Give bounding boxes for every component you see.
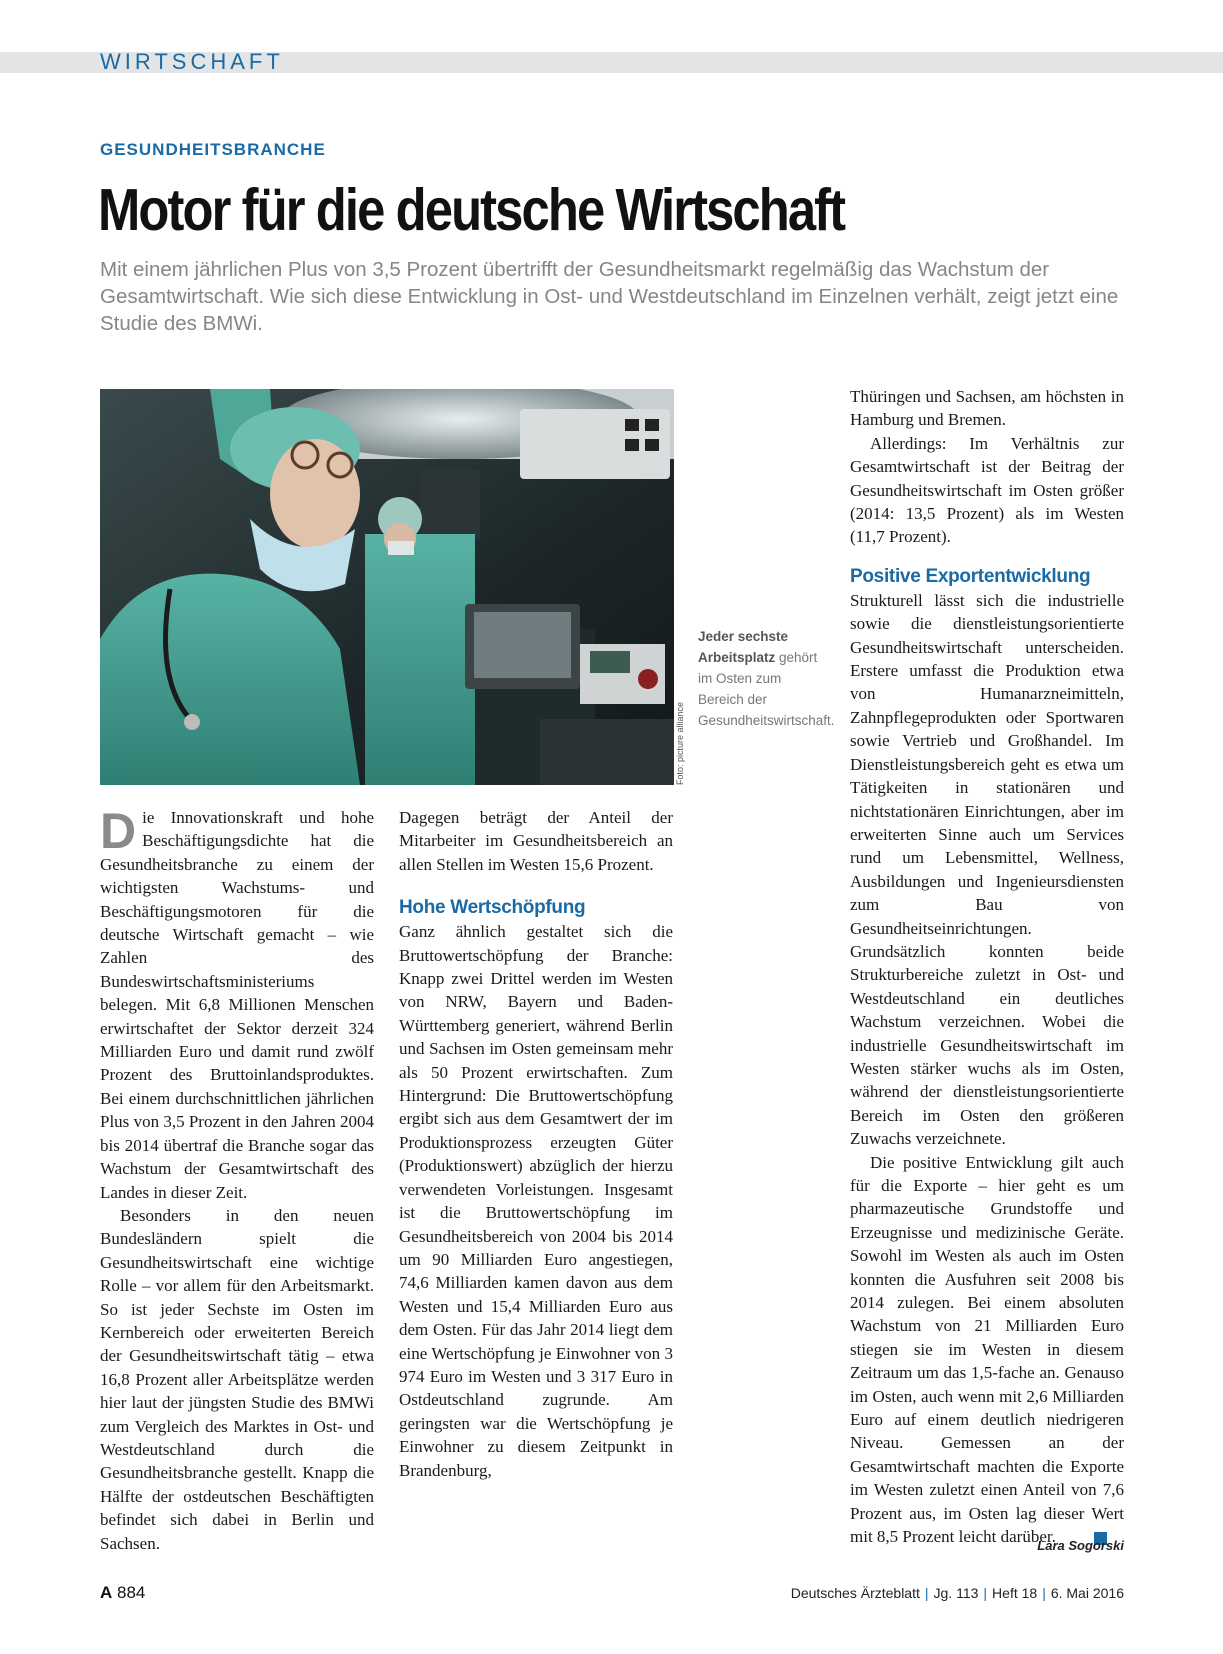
folio-number: 884	[117, 1583, 146, 1602]
body-paragraph: Besonders in den neuen Bundesländern spielt die Gesundheitswirtschaft eine wichtige Rolle – vor allem für den Arbeitsmarkt. So ist jeder Sechste im Osten im Kernbereich oder erweiterten Bereich der Gesundheitswirtschaft tätig – etwa 16,8 Prozent aller Arbeitsplätze werden hier laut der jüngsten Studie des BMWi zum Vergleich des Marktes in Ost- und Westdeutschland durch die Gesundheitsbranche gestellt. Knapp die Hälfte der ostdeutschen Beschäftigten befindet sich dabei in Berlin und Sachsen.	[100, 1205, 374, 1553]
body-paragraph	[850, 1151, 1124, 1549]
section-label: WIRTSCHAFT	[100, 49, 284, 74]
body-paragraph: Ganz ähnlich gestaltet sich die Bruttowertschöpfung der Branche: Knapp zwei Drittel werden im Westen von NRW, Bayern und Baden-Württemberg generiert, während Berlin und Sachsen im Osten gemeinsam mehr als 50 Prozent erwirtschaften. Zum Hintergrund: Die Bruttowertschöpfung ergibt sich aus dem Gesamtwert der im Produktionsprozess erzeugten Güter (Produktionswert) abzüglich der hierzu verwendeten Vorleistungen. Insgesamt ist die Bruttowertschöpfung im Gesundheitsbereich von 2004 bis 2014 um 90 Milliarden Euro angestiegen, 74,6 Milliarden kamen davon aus dem Westen und 15,4 Milliarden Euro aus dem Osten. Für das Jahr 2014 liegt dem eine Wertschöpfung je Einwohner von 3 974 Euro im Westen und 3 317 Euro in Ostdeutschland zugrunde. Am geringsten war die Wertschöpfung je Einwohner zu diesem Zeitpunkt in Brandenburg,	[399, 922, 673, 1480]
operating-room-photo	[100, 389, 674, 785]
body-paragraph: Allerdings: Im Verhältnis zur Gesamtwirtschaft ist der Beitrag der Gesundheitswirtschaft im Osten größer (2014: 13,5 Prozent) als im Westen (11,7 Prozent).	[850, 433, 1124, 547]
body-paragraph: Dagegen beträgt der Anteil der Mitarbeiter im Gesundheitsbereich an allen Stellen im Westen 15,6 Prozent.	[399, 808, 673, 874]
journal-issue: Heft 18	[992, 1585, 1038, 1601]
subheading-export: Positive Exportentwicklung	[850, 565, 1091, 587]
article-column-1	[100, 803, 374, 1555]
body-paragraph: Strukturell lässt sich die industrielle sowie die dienstleistungsorientierte Gesundheitswirtschaft unterscheiden. Erstere umfasst die Produktion etwa von Humanarzneimitteln, Zahnpflegeprodukten oder Sportwaren sowie Vertrieb und Großhandel. Im Dienstleistungsbereich geht es etwa um Tätigkeiten in stationären und nichtstationären Einrichtungen, aber im erweiterten Sinne auch um Services rund um Lebensmittel, Wellness, Ausbildungen und Ingenieursdiensten zum Bau von Gesundheitseinrichtungen. Grundsätzlich konnten beide Strukturbereiche zuletzt in Ost- und Westdeutschland ein deutliches Wachstum verzeichnen. Wobei die industrielle Gesundheitswirtschaft im Westen stärker wuchs als im Osten, während der dienstleistungsorientierte Bereich im Osten den größeren Zuwachs verzeichnete.	[850, 590, 1124, 1149]
body-paragraph	[100, 803, 374, 1204]
footer-separator: |	[1042, 1585, 1046, 1601]
photo-credit	[675, 701, 689, 785]
article-headline: Motor für die deutsche Wirtschaft	[98, 177, 845, 243]
body-paragraph: Thüringen und Sachsen, am höchsten in Hamburg und Bremen.	[850, 387, 1124, 430]
journal-footer	[791, 1585, 1124, 1601]
article-kicker: GESUNDHEITSBRANCHE	[100, 140, 326, 159]
folio-letter: A	[100, 1583, 113, 1602]
author-name: Lara Sogorski	[1037, 1538, 1124, 1553]
caption-bold: Jeder sechste Arbeitsplatz	[698, 629, 789, 665]
subheading-wertschoepfung: Hohe Wertschöpfung	[399, 897, 586, 919]
journal-name: Deutsches Ärzteblatt	[790, 1585, 920, 1601]
drop-cap: D	[100, 803, 137, 859]
photo-caption	[698, 626, 835, 731]
page-number	[100, 1583, 145, 1603]
photo-credit-text: Foto: picture alliance	[675, 701, 685, 785]
article-column-2	[399, 806, 673, 1482]
article-lead: Mit einem jährlichen Plus von 3,5 Prozent übertrifft der Gesundheitsmarkt regelmäßig das Wachstum der Gesamtwirtschaft. Wie sich diese Entwicklung in Ost- und Westdeutschland im Einzelnen verhält, zeigt jetzt eine Studie des BMWi.	[100, 258, 1119, 335]
journal-date: 6. Mai 2016	[1050, 1585, 1124, 1601]
body-text: ie Innovationskraft und hohe Beschäftigungsdichte hat die Gesundheitsbranche zu einem der wichtigsten Wachstums- und Beschäftigungsmotoren für die deutsche Wirtschaft gemacht – wie Zahlen des Bundeswirtschaftsministeriums belegen. Mit 6,8 Millionen Menschen erwirtschaftet der Sektor derzeit 324 Milliarden Euro und damit rund zwölf Prozent des Bruttoinlandsproduktes. Bei einem durchschnittlichen jährlichen Plus von 3,5 Prozent in den Jahren 2004 bis 2014 übertraf die Branche sogar das Wachstum der Gesamtwirtschaft des Landes in dieser Zeit.	[100, 808, 374, 1202]
caption-text: gehört im Osten zum Bereich der Gesundheitswirtschaft.	[698, 650, 835, 728]
journal-volume: Jg. 113	[933, 1585, 979, 1601]
footer-separator: |	[924, 1585, 929, 1601]
footer-separator: |	[983, 1585, 988, 1601]
body-text: Die positive Entwicklung gilt auch für die Exporte – hier geht es um pharmazeutische Grundstoffe und Erzeugnisse und medizinische Geräte. Sowohl im Westen als auch im Osten konnten die Ausfuhren seit 2008 bis 2014 zulegen. Bei einem absoluten Wachstum von 21 Milliarden Euro stiegen sie im Westen in diesem Zeitraum um das 1,5-fache an. Genauso im Osten, auch wenn mit 2,6 Milliarden Euro auf einem deutlich niedrigeren Niveau. Gemessen an der Gesamtwirtschaft machten die Exporte im Westen zuletzt einen Anteil von 7,6 Prozent aus, im Osten lag dieser Wert mit 8,5 Prozent leicht darüber.	[850, 1152, 1124, 1547]
article-column-3	[850, 385, 1124, 1549]
